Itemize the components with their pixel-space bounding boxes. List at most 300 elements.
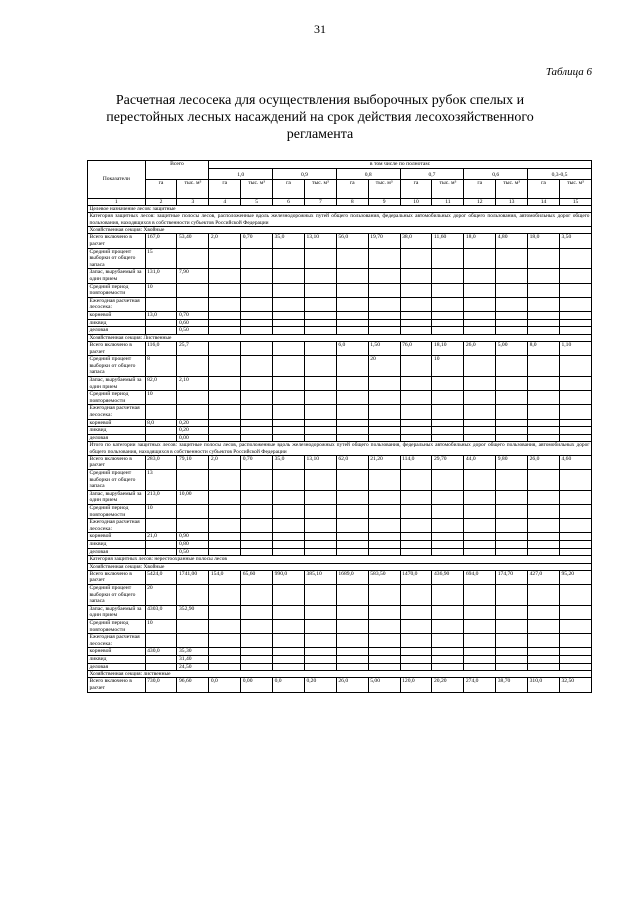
table-row — [88, 283, 592, 297]
table-cell — [528, 490, 560, 504]
table-cell — [304, 490, 336, 504]
table-cell — [145, 541, 177, 549]
section-row — [88, 563, 592, 570]
table-cell: 1470,0 — [400, 570, 432, 584]
header-incl-density: в том числе по полнотам: — [209, 161, 592, 169]
table-cell — [464, 319, 496, 327]
table-cell — [368, 434, 400, 442]
table-cell: 18,0 — [464, 234, 496, 248]
row-label: Всего включено в расчет — [88, 455, 146, 469]
table-cell — [368, 269, 400, 283]
table-cell — [209, 283, 241, 297]
table-row — [88, 319, 592, 327]
table-cell — [273, 311, 305, 319]
table-cell: 10 — [145, 619, 177, 633]
table-cell — [241, 505, 273, 519]
table-cell — [528, 269, 560, 283]
table-cell: 990,0 — [273, 570, 305, 584]
table-cell — [336, 405, 368, 419]
table-cell — [273, 405, 305, 419]
table-cell: 35,30 — [177, 648, 209, 656]
table-cell — [273, 655, 305, 663]
table-cell: 167,0 — [145, 234, 177, 248]
table-cell — [496, 248, 528, 269]
table-cell: 0,20 — [177, 419, 209, 427]
table-cell — [273, 584, 305, 605]
table-cell: 8,0 — [145, 419, 177, 427]
table-cell — [400, 327, 432, 335]
table-cell — [145, 634, 177, 648]
table-row — [88, 584, 592, 605]
table-cell — [273, 505, 305, 519]
table-cell — [304, 434, 336, 442]
section-heading: Хозяйственная секция: Лиственные — [88, 334, 592, 341]
table-cell — [304, 519, 336, 533]
table-row — [88, 419, 592, 427]
table-row — [88, 311, 592, 319]
table-cell — [273, 297, 305, 311]
table-cell — [209, 405, 241, 419]
table-cell — [528, 311, 560, 319]
unit-m3: тыс. м³ — [368, 179, 400, 198]
table-cell — [528, 505, 560, 519]
table-cell — [273, 434, 305, 442]
row-label: Всего включено в расчет — [88, 678, 146, 692]
table-cell — [432, 419, 464, 427]
table-cell — [528, 548, 560, 556]
table-cell — [432, 297, 464, 311]
table-cell — [241, 427, 273, 435]
table-row — [88, 434, 592, 442]
table-body — [88, 161, 592, 693]
table-cell: 385,10 — [304, 570, 336, 584]
table-cell — [528, 470, 560, 491]
table-cell: 274,0 — [464, 678, 496, 692]
table-cell — [496, 470, 528, 491]
table-cell — [559, 519, 591, 533]
table-cell — [241, 434, 273, 442]
table-cell — [464, 490, 496, 504]
table-cell — [464, 648, 496, 656]
table-cell — [336, 490, 368, 504]
table-cell — [464, 470, 496, 491]
table-cell: 0,80 — [177, 541, 209, 549]
table-cell — [432, 505, 464, 519]
table-cell: 0,90 — [177, 533, 209, 541]
table-cell: 283,0 — [145, 455, 177, 469]
table-cell: 13,10 — [304, 234, 336, 248]
table-cell — [528, 605, 560, 619]
table-cell — [559, 584, 591, 605]
table-cell — [304, 297, 336, 311]
table-cell — [400, 419, 432, 427]
table-cell: 31,40 — [177, 655, 209, 663]
table-cell: 2,10 — [177, 376, 209, 390]
row-label: ликвид — [88, 655, 146, 663]
table-cell — [304, 648, 336, 656]
table-cell — [400, 269, 432, 283]
table-cell: 38,70 — [496, 678, 528, 692]
table-cell — [432, 427, 464, 435]
table-cell — [273, 548, 305, 556]
table-cell — [400, 283, 432, 297]
table-cell: 11,60 — [432, 234, 464, 248]
table-cell — [496, 548, 528, 556]
table-cell — [400, 548, 432, 556]
row-label: деловая — [88, 548, 146, 556]
table-row — [88, 570, 592, 584]
row-label: Запас, вырубаемый за один прием — [88, 605, 146, 619]
table-cell: 44,0 — [464, 455, 496, 469]
column-number: 11 — [432, 198, 464, 206]
table-cell — [336, 648, 368, 656]
table-cell: 5,00 — [496, 341, 528, 355]
table-cell — [273, 533, 305, 541]
table-cell: 4303,0 — [145, 605, 177, 619]
table-cell: 5424,0 — [145, 570, 177, 584]
table-row — [88, 341, 592, 355]
table-cell — [559, 327, 591, 335]
allowable-cut-table — [87, 160, 592, 693]
row-label: деловая — [88, 327, 146, 335]
table-cell — [336, 376, 368, 390]
table-cell — [368, 319, 400, 327]
table-cell — [559, 356, 591, 377]
table-cell — [496, 427, 528, 435]
table-cell — [368, 663, 400, 671]
table-cell — [464, 505, 496, 519]
table-cell — [273, 248, 305, 269]
row-label: деловая — [88, 663, 146, 671]
table-cell — [496, 663, 528, 671]
column-number: 1 — [88, 198, 146, 206]
table-cell — [368, 248, 400, 269]
table-cell — [336, 391, 368, 405]
table-cell: 0,50 — [177, 548, 209, 556]
table-cell: 427,0 — [528, 570, 560, 584]
table-cell — [432, 327, 464, 335]
table-cell — [528, 584, 560, 605]
row-label: Средний период повторяемости — [88, 391, 146, 405]
page-number: 31 — [314, 22, 326, 36]
table-cell — [432, 248, 464, 269]
table-cell — [304, 634, 336, 648]
table-row — [88, 248, 592, 269]
section-heading: Хозяйственная секция: Хвойные — [88, 227, 592, 234]
table-row — [88, 634, 592, 648]
table-cell: 0,70 — [177, 311, 209, 319]
table-cell: 2,0 — [209, 234, 241, 248]
row-label: Запас, вырубаемый за один прием — [88, 376, 146, 390]
table-cell — [432, 519, 464, 533]
table-cell: 8,0 — [528, 341, 560, 355]
row-label: Всего включено в расчет — [88, 341, 146, 355]
row-label: корневой — [88, 419, 146, 427]
unit-m3: тыс. м³ — [559, 179, 591, 198]
table-cell — [145, 297, 177, 311]
table-cell — [209, 584, 241, 605]
table-cell — [145, 519, 177, 533]
table-cell — [559, 663, 591, 671]
table-cell — [336, 311, 368, 319]
table-cell — [209, 311, 241, 319]
table-cell — [432, 269, 464, 283]
table-cell: 174,70 — [496, 570, 528, 584]
table-cell — [400, 297, 432, 311]
table-cell — [528, 391, 560, 405]
header-density: 0,6 — [464, 168, 528, 179]
table-cell — [241, 311, 273, 319]
table-cell — [432, 405, 464, 419]
table-cell — [209, 548, 241, 556]
table-cell — [559, 541, 591, 549]
table-cell — [528, 434, 560, 442]
table-row — [88, 376, 592, 390]
table-cell — [241, 648, 273, 656]
row-label: корневой — [88, 311, 146, 319]
table-cell — [464, 356, 496, 377]
table-cell — [145, 434, 177, 442]
table-cell — [496, 434, 528, 442]
table-cell — [432, 434, 464, 442]
table-cell — [400, 648, 432, 656]
table-cell: 35,0 — [273, 234, 305, 248]
table-cell — [336, 283, 368, 297]
table-cell — [528, 356, 560, 377]
table-cell — [559, 470, 591, 491]
table-row — [88, 297, 592, 311]
table-cell — [209, 434, 241, 442]
table-cell — [528, 427, 560, 435]
table-cell — [432, 376, 464, 390]
section-heading: Хозяйственная секция: Хвойные — [88, 563, 592, 570]
table-cell — [241, 533, 273, 541]
column-number: 3 — [177, 198, 209, 206]
header-density: 0,8 — [336, 168, 400, 179]
table-cell — [304, 419, 336, 427]
table-row — [88, 234, 592, 248]
row-label: корневой — [88, 533, 146, 541]
table-cell — [496, 605, 528, 619]
table-cell — [368, 655, 400, 663]
table-cell: 10 — [145, 283, 177, 297]
table-cell: 18,10 — [432, 341, 464, 355]
table-cell — [496, 519, 528, 533]
table-cell — [400, 391, 432, 405]
table-cell — [336, 327, 368, 335]
table-cell: 29,70 — [432, 455, 464, 469]
table-cell — [209, 297, 241, 311]
table-row — [88, 605, 592, 619]
row-label: ликвид — [88, 541, 146, 549]
table-cell — [400, 505, 432, 519]
table-cell: 0,70 — [241, 455, 273, 469]
table-cell: 13,0 — [145, 311, 177, 319]
table-cell: 213,0 — [145, 490, 177, 504]
table-cell — [241, 663, 273, 671]
column-number: 12 — [464, 198, 496, 206]
table-cell — [528, 376, 560, 390]
table-cell — [559, 311, 591, 319]
table-row — [88, 655, 592, 663]
table-cell — [368, 490, 400, 504]
table-cell — [177, 634, 209, 648]
column-number: 5 — [241, 198, 273, 206]
table-cell — [336, 470, 368, 491]
table-cell — [209, 470, 241, 491]
table-cell: 96,60 — [177, 678, 209, 692]
table-cell — [368, 548, 400, 556]
table-cell: 0,50 — [177, 327, 209, 335]
table-cell — [241, 619, 273, 633]
table-cell — [241, 605, 273, 619]
table-cell — [304, 584, 336, 605]
table-cell: 24,50 — [177, 663, 209, 671]
table-cell — [336, 248, 368, 269]
table-cell: 310,0 — [528, 678, 560, 692]
table-cell — [304, 319, 336, 327]
table-cell — [496, 533, 528, 541]
table-cell — [304, 391, 336, 405]
table-cell — [432, 619, 464, 633]
table-cell: 4,60 — [559, 455, 591, 469]
section-row — [88, 227, 592, 234]
header-density: 0,9 — [273, 168, 337, 179]
table-cell: 10 — [145, 391, 177, 405]
table-cell — [209, 319, 241, 327]
section-row — [88, 671, 592, 678]
table-cell — [559, 634, 591, 648]
table-cell: 18,0 — [528, 234, 560, 248]
table-cell — [209, 327, 241, 335]
table-cell — [368, 584, 400, 605]
table-cell — [464, 297, 496, 311]
table-cell — [496, 505, 528, 519]
column-number: 13 — [496, 198, 528, 206]
table-cell — [273, 391, 305, 405]
table-cell — [368, 541, 400, 549]
table-cell — [559, 319, 591, 327]
table-cell — [496, 619, 528, 633]
table-cell: 10 — [145, 505, 177, 519]
table-cell — [304, 405, 336, 419]
table-cell — [559, 490, 591, 504]
table-cell: 20,20 — [432, 678, 464, 692]
table-cell — [496, 327, 528, 335]
table-cell — [400, 663, 432, 671]
table-cell — [241, 391, 273, 405]
table-cell — [559, 619, 591, 633]
table-cell — [496, 655, 528, 663]
table-cell — [304, 663, 336, 671]
table-cell — [559, 391, 591, 405]
table-cell — [241, 376, 273, 390]
table-cell: 38,0 — [400, 234, 432, 248]
table-cell — [496, 319, 528, 327]
table-cell: 53,40 — [177, 234, 209, 248]
table-cell — [528, 519, 560, 533]
table-cell — [368, 470, 400, 491]
table-cell — [528, 419, 560, 427]
table-cell — [496, 405, 528, 419]
row-label: Ежегодная расчетная лесосека: — [88, 405, 146, 419]
table-cell — [273, 283, 305, 297]
table-cell — [336, 519, 368, 533]
table-cell — [241, 405, 273, 419]
table-cell: 82,0 — [145, 376, 177, 390]
table-cell — [464, 283, 496, 297]
table-cell — [241, 490, 273, 504]
unit-m3: тыс. м³ — [432, 179, 464, 198]
table-cell — [241, 341, 273, 355]
table-cell — [400, 605, 432, 619]
table-cell — [304, 311, 336, 319]
table-cell: 15 — [145, 248, 177, 269]
table-cell: 0,0 — [209, 678, 241, 692]
table-cell — [496, 356, 528, 377]
table-cell — [304, 356, 336, 377]
table-cell — [177, 584, 209, 605]
table-cell — [209, 490, 241, 504]
table-cell: 436,90 — [432, 570, 464, 584]
table-cell — [464, 434, 496, 442]
table-cell — [209, 427, 241, 435]
table-cell: 1689,0 — [336, 570, 368, 584]
table-cell — [145, 327, 177, 335]
table-cell — [432, 470, 464, 491]
table-cell — [400, 427, 432, 435]
table-cell — [400, 490, 432, 504]
column-number: 2 — [145, 198, 177, 206]
table-row — [88, 455, 592, 469]
row-label: деловая — [88, 434, 146, 442]
table-cell — [241, 283, 273, 297]
row-label: Средний процент выборки от общего запаса — [88, 584, 146, 605]
table-cell — [368, 405, 400, 419]
table-cell — [209, 663, 241, 671]
table-cell — [432, 319, 464, 327]
table-cell: 79,10 — [177, 455, 209, 469]
table-cell — [432, 648, 464, 656]
table-cell — [209, 269, 241, 283]
table-cell: 1,10 — [559, 341, 591, 355]
row-label: ликвид — [88, 427, 146, 435]
table-cell — [528, 619, 560, 633]
table-cell: 20 — [145, 584, 177, 605]
table-cell — [304, 655, 336, 663]
table-cell — [528, 541, 560, 549]
table-cell — [273, 356, 305, 377]
header-total: Всего — [145, 161, 209, 180]
table-cell — [177, 505, 209, 519]
table-cell: 26,0 — [464, 341, 496, 355]
section-heading: Категория защитных лесов: защитные полосы лесов, расположенные вдоль железнодорожных путей общего пользования, федеральных автомобильных дорог общего пользования, автомобильных дорог общего пользования, находящихся в собственности субъектов Российской Федерации — [89, 213, 590, 226]
table-cell: 0,70 — [241, 234, 273, 248]
table-cell — [145, 663, 177, 671]
table-cell — [559, 648, 591, 656]
table-cell — [400, 434, 432, 442]
table-cell — [177, 356, 209, 377]
table-cell — [559, 283, 591, 297]
header-column-numbers-row — [88, 198, 592, 206]
table-cell: 352,90 — [177, 605, 209, 619]
table-cell — [177, 297, 209, 311]
table-cell — [241, 548, 273, 556]
row-label: ликвид — [88, 319, 146, 327]
table-cell — [496, 541, 528, 549]
table-cell — [145, 655, 177, 663]
table-cell — [496, 419, 528, 427]
